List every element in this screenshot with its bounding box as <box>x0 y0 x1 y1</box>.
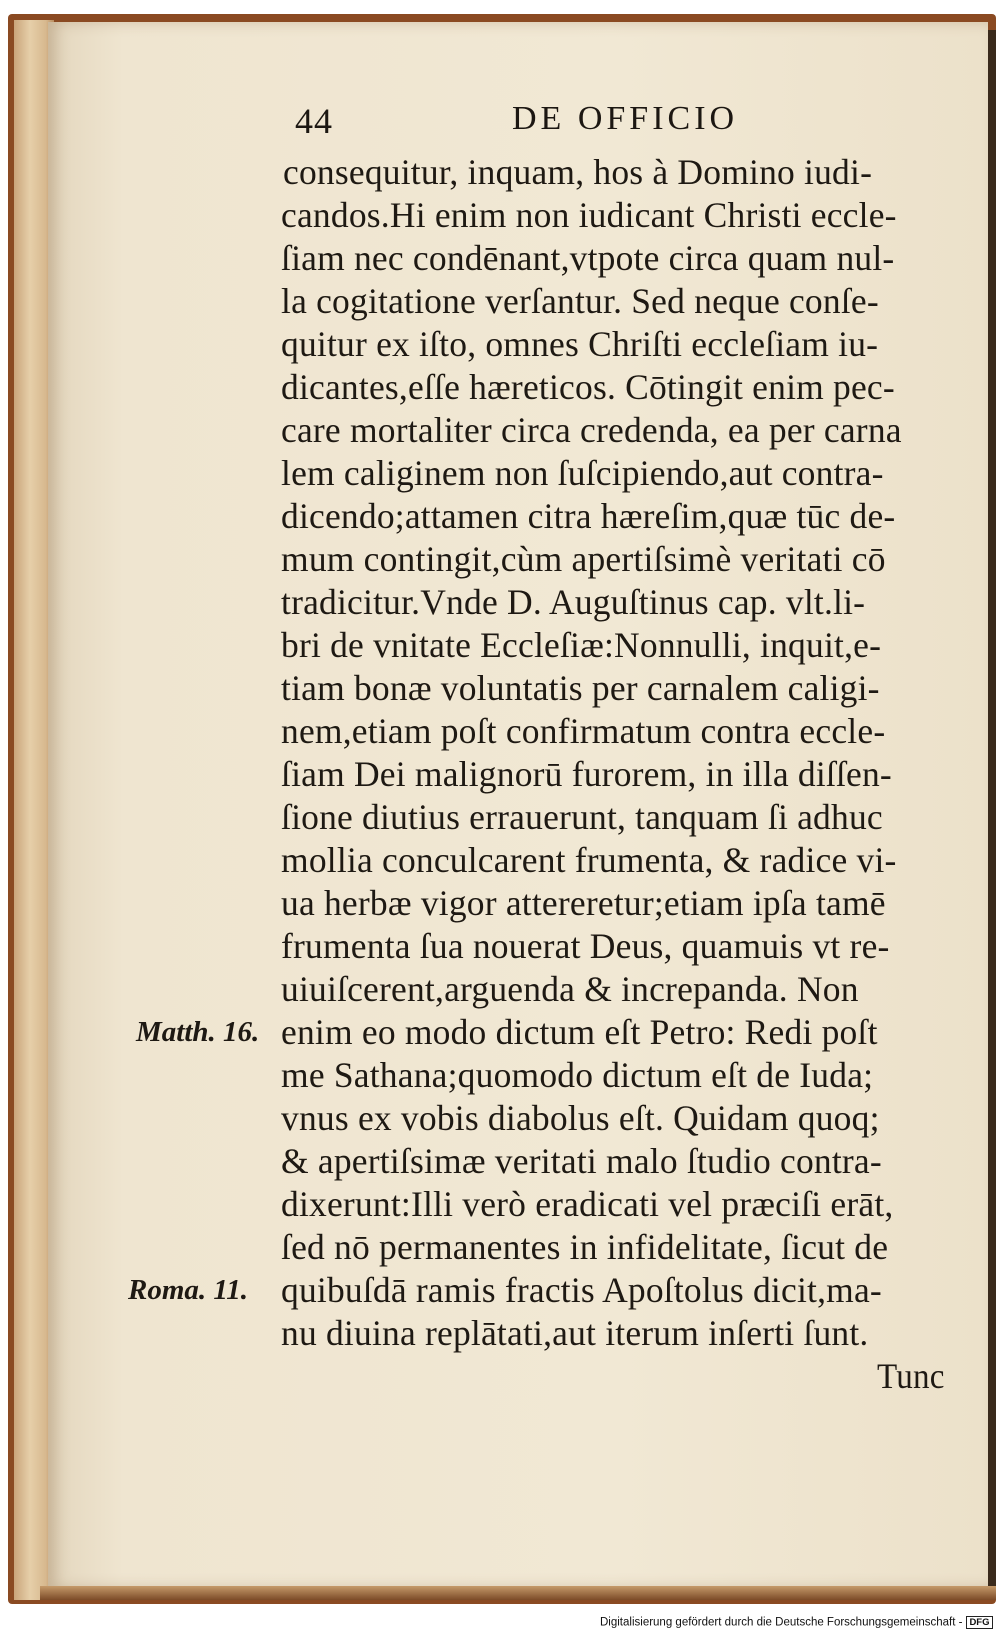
page-bottom-edge <box>40 1586 996 1600</box>
text-line: frumenta ſua nouerat Deus, quamuis vt re- <box>281 926 890 966</box>
text-line: dicendo;attamen citra hæreſim,quæ tūc de- <box>281 496 896 536</box>
text-line: & apertiſsimæ veritati malo ſtudio contra- <box>281 1141 882 1181</box>
text-line: ua herbæ vigor attereretur;etiam ipſa tamē <box>281 883 886 923</box>
margin-note: Matth. 16. <box>136 1016 260 1048</box>
text-line: ſed nō permanentes in infidelitate, ſicut de <box>281 1227 889 1267</box>
text-line: quitur ex iſto, omnes Chriſti eccleſiam iu- <box>281 324 879 364</box>
text-line: nu diuina replātati,aut iterum inſerti ſunt. <box>281 1313 869 1353</box>
catchword: Tunc <box>877 1356 945 1396</box>
text-line: dicantes,eſſe hæreticos. Cōtingit enim pec- <box>281 367 895 407</box>
margin-note: Roma. 11. <box>128 1274 249 1306</box>
text-line: tiam bonæ voluntatis per carnalem caligi- <box>281 668 880 708</box>
text-line: la cogitatione verſantur. Sed neque conſe- <box>281 281 879 321</box>
text-line: ſione diutius errauerunt, tanquam ſi adhuc <box>281 797 883 837</box>
running-title: DE OFFICIO <box>512 100 739 137</box>
text-line: mollia conculcarent frumenta, & radice vi- <box>281 840 897 880</box>
digitization-footer <box>600 1616 996 1634</box>
text-line: dixerunt:Illi verò eradicati vel præciſi erāt, <box>281 1184 894 1224</box>
page-header <box>0 100 1000 150</box>
text-line: ſiam Dei malignorū furorem, in illa diſſen- <box>281 754 892 794</box>
page-number: 44 <box>295 101 333 141</box>
text-line: ſiam nec condēnant,vtpote circa quam nul- <box>281 238 895 278</box>
text-line: care mortaliter circa credenda, ea per carna <box>281 410 902 450</box>
dfg-logo: DFG <box>966 1616 992 1629</box>
page-binding-shadow <box>988 30 996 1590</box>
text-line: tradicitur.Vnde D. Auguſtinus cap. vlt.li- <box>281 582 866 622</box>
text-line: enim eo modo dictum eſt Petro: Redi poſt <box>281 1012 878 1052</box>
footer-credit: Digitalisierung gefördert durch die Deutsche Forschungsgemeinschaft - <box>600 1616 963 1629</box>
text-line: mum contingit,cùm apertiſsimè veritati cō <box>281 539 886 579</box>
text-line: lem caliginem non ſuſcipiendo,aut contra- <box>281 453 884 493</box>
text-line: bri de vnitate Eccleſiæ:Nonnulli, inquit,e- <box>281 625 882 665</box>
text-line: uiuiſcerent,arguenda & increpanda. Non <box>281 969 859 1009</box>
text-line: me Sathana;quomodo dictum eſt de Iuda; <box>281 1055 874 1095</box>
text-line: consequitur, inquam, hos à Domino iudi- <box>283 152 873 192</box>
text-line: candos.Hi enim non iudicant Christi eccle- <box>281 195 897 235</box>
text-line: vnus ex vobis diabolus eſt. Quidam quoq; <box>281 1098 880 1138</box>
text-line: quibuſdā ramis fractis Apoſtolus dicit,ma- <box>281 1270 882 1310</box>
text-line: nem,etiam poſt confirmatum contra eccle- <box>281 711 886 751</box>
